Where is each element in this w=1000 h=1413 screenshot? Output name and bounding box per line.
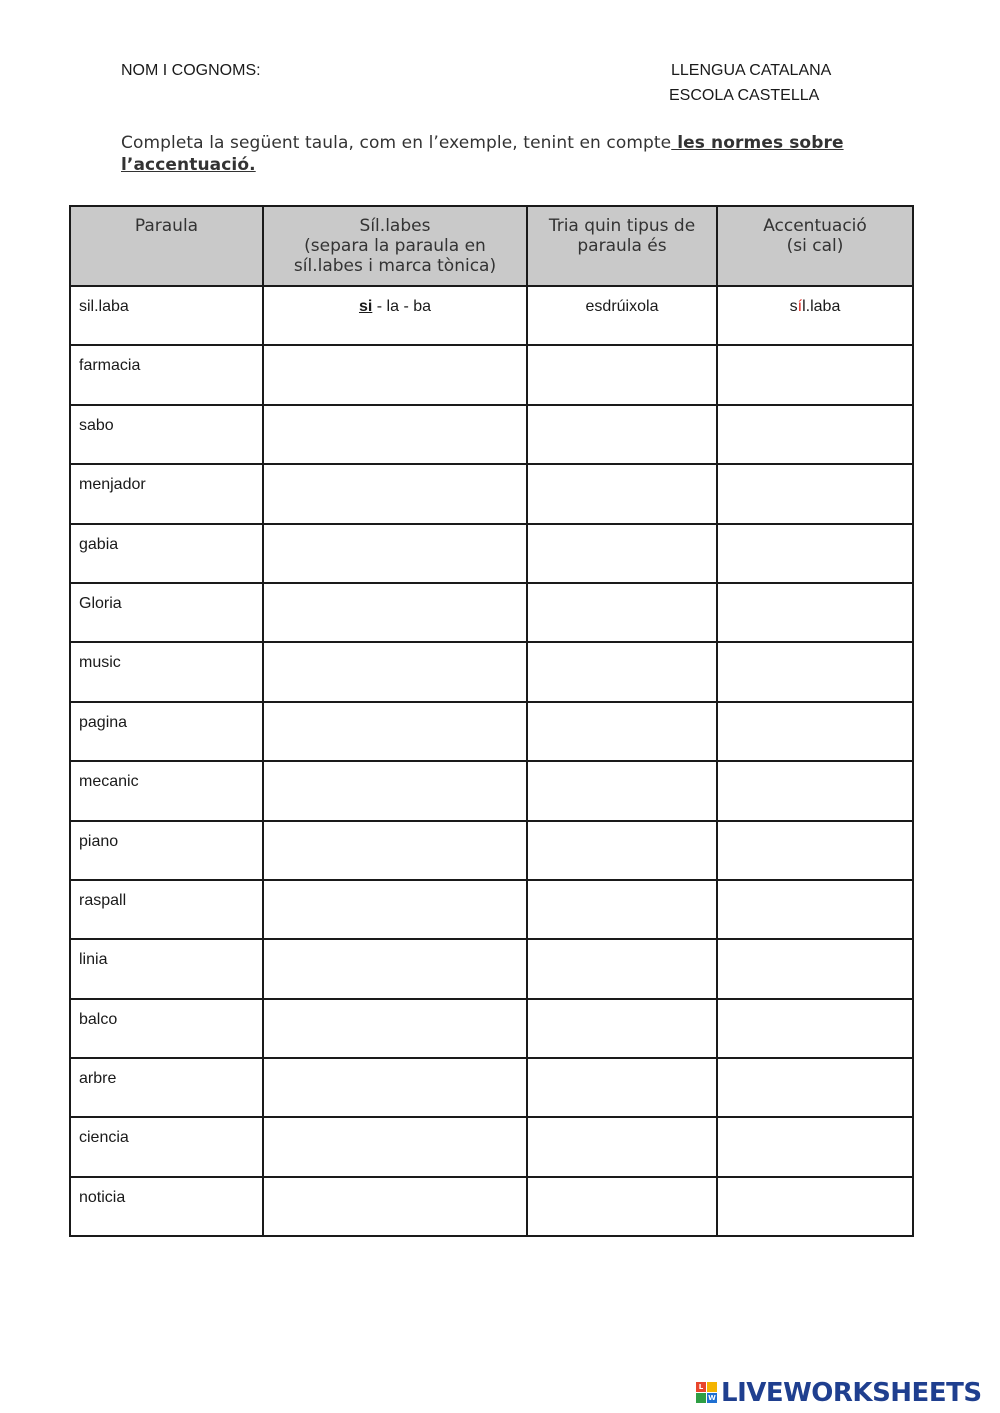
- table-row: [70, 939, 913, 998]
- header-type-line1: Tria quin tipus de: [548, 216, 696, 236]
- type-answer-cell[interactable]: [527, 880, 717, 939]
- type-answer-cell[interactable]: [527, 1058, 717, 1117]
- table-row: [70, 702, 913, 761]
- brand-name: LIVEWORKSHEETS: [721, 1378, 982, 1408]
- syllables-answer-cell[interactable]: [263, 345, 527, 404]
- accent-answer-cell[interactable]: [717, 939, 913, 998]
- table-row: [70, 761, 913, 820]
- type-answer-cell[interactable]: [527, 345, 717, 404]
- syllables-answer-cell[interactable]: [263, 524, 527, 583]
- example-accent-mark: í: [797, 298, 803, 315]
- header-word: Paraula: [70, 206, 263, 286]
- table-header-row: [70, 206, 913, 286]
- syllables-answer-cell[interactable]: [263, 821, 527, 880]
- syllables-answer-cell[interactable]: [263, 464, 527, 523]
- header-accent-line1: Accentuació: [763, 216, 867, 236]
- table-row: [70, 345, 913, 404]
- word-cell: farmacia: [70, 345, 263, 404]
- syllables-answer-cell[interactable]: [263, 405, 527, 464]
- school-label: ESCOLA CASTELLA: [669, 87, 820, 104]
- example-other-syllables: - la - ba: [372, 298, 432, 315]
- table-row: [70, 524, 913, 583]
- word-cell: pagina: [70, 702, 263, 761]
- logo-square-2: [707, 1382, 717, 1392]
- type-answer-cell[interactable]: [527, 642, 717, 701]
- type-answer-cell[interactable]: [527, 702, 717, 761]
- syllables-answer-cell[interactable]: [263, 1177, 527, 1236]
- accent-answer-cell[interactable]: [717, 345, 913, 404]
- syllables-answer-cell[interactable]: [263, 880, 527, 939]
- word-cell: ciencia: [70, 1117, 263, 1176]
- word-cell: Gloria: [70, 583, 263, 642]
- example-stressed-syllable: si: [358, 298, 373, 315]
- word-cell: menjador: [70, 464, 263, 523]
- accent-answer-cell[interactable]: [717, 642, 913, 701]
- example-type: esdrúixola: [527, 286, 717, 345]
- syllables-answer-cell[interactable]: [263, 1117, 527, 1176]
- accent-answer-cell[interactable]: [717, 524, 913, 583]
- syllables-answer-cell[interactable]: [263, 583, 527, 642]
- table-row: [70, 1117, 913, 1176]
- table-row: [70, 999, 913, 1058]
- subject-label: LLENGUA CATALANA: [671, 62, 832, 79]
- header-type: [527, 206, 717, 286]
- accent-answer-cell[interactable]: [717, 1058, 913, 1117]
- table-row: [70, 642, 913, 701]
- type-answer-cell[interactable]: [527, 405, 717, 464]
- exercise-table: [69, 205, 914, 1237]
- example-accent-pre: s: [789, 298, 798, 315]
- logo-square-1: L: [696, 1382, 706, 1392]
- word-cell: gabia: [70, 524, 263, 583]
- type-answer-cell[interactable]: [527, 939, 717, 998]
- type-answer-cell[interactable]: [527, 821, 717, 880]
- word-cell: mecanic: [70, 761, 263, 820]
- header-syllables: [263, 206, 527, 286]
- type-answer-cell[interactable]: [527, 761, 717, 820]
- table-row: [70, 405, 913, 464]
- header-accent: [717, 206, 913, 286]
- table-row: [70, 583, 913, 642]
- instructions: [121, 132, 861, 176]
- type-answer-cell[interactable]: [527, 999, 717, 1058]
- header-syllables-line3: síl.labes i marca tònica): [293, 256, 497, 276]
- type-answer-cell[interactable]: [527, 1117, 717, 1176]
- example-word: sil.laba: [70, 286, 263, 345]
- header-type-line2: paraula és: [577, 236, 667, 256]
- accent-answer-cell[interactable]: [717, 583, 913, 642]
- accent-answer-cell[interactable]: [717, 761, 913, 820]
- syllables-answer-cell[interactable]: [263, 761, 527, 820]
- table-row: [70, 464, 913, 523]
- type-answer-cell[interactable]: [527, 524, 717, 583]
- accent-answer-cell[interactable]: [717, 999, 913, 1058]
- accent-answer-cell[interactable]: [717, 702, 913, 761]
- example-accent-post: l.laba: [802, 298, 841, 315]
- accent-answer-cell[interactable]: [717, 464, 913, 523]
- syllables-answer-cell[interactable]: [263, 1058, 527, 1117]
- name-label: NOM I COGNOMS:: [121, 62, 261, 79]
- table-row: [70, 880, 913, 939]
- logo-square-4: W: [708, 1394, 716, 1402]
- syllables-answer-cell[interactable]: [263, 939, 527, 998]
- example-accent: [717, 286, 913, 345]
- word-cell: linia: [70, 939, 263, 998]
- instructions-text: Completa la següent taula, com en l’exemple, tenint en compte: [121, 133, 672, 153]
- table-row: [70, 1177, 913, 1236]
- type-answer-cell[interactable]: [527, 1177, 717, 1236]
- syllables-answer-cell[interactable]: [263, 702, 527, 761]
- header-syllables-line1: Síl.labes: [359, 216, 431, 236]
- accent-answer-cell[interactable]: [717, 1117, 913, 1176]
- word-cell: noticia: [70, 1177, 263, 1236]
- syllables-answer-cell[interactable]: [263, 999, 527, 1058]
- instructions-emphasis: les normes sobre l’accentuació.: [121, 133, 844, 175]
- table-row: [70, 1058, 913, 1117]
- accent-answer-cell[interactable]: [717, 821, 913, 880]
- syllables-answer-cell[interactable]: [263, 642, 527, 701]
- liveworksheets-mark-icon: [696, 1382, 718, 1404]
- example-syllables: [263, 286, 527, 345]
- word-cell: sabo: [70, 405, 263, 464]
- header-accent-line2: (si cal): [786, 236, 844, 256]
- accent-answer-cell[interactable]: [717, 880, 913, 939]
- type-answer-cell[interactable]: [527, 583, 717, 642]
- word-cell: music: [70, 642, 263, 701]
- logo-square-3: [696, 1393, 706, 1403]
- accent-answer-cell[interactable]: [717, 1177, 913, 1236]
- table-row: [70, 821, 913, 880]
- word-cell: piano: [70, 821, 263, 880]
- liveworksheets-logo: [696, 1378, 982, 1408]
- word-cell: arbre: [70, 1058, 263, 1117]
- word-cell: raspall: [70, 880, 263, 939]
- header-syllables-line2: (separa la paraula en: [304, 236, 486, 256]
- type-answer-cell[interactable]: [527, 464, 717, 523]
- word-cell: balco: [70, 999, 263, 1058]
- example-row: [70, 286, 913, 345]
- accent-answer-cell[interactable]: [717, 405, 913, 464]
